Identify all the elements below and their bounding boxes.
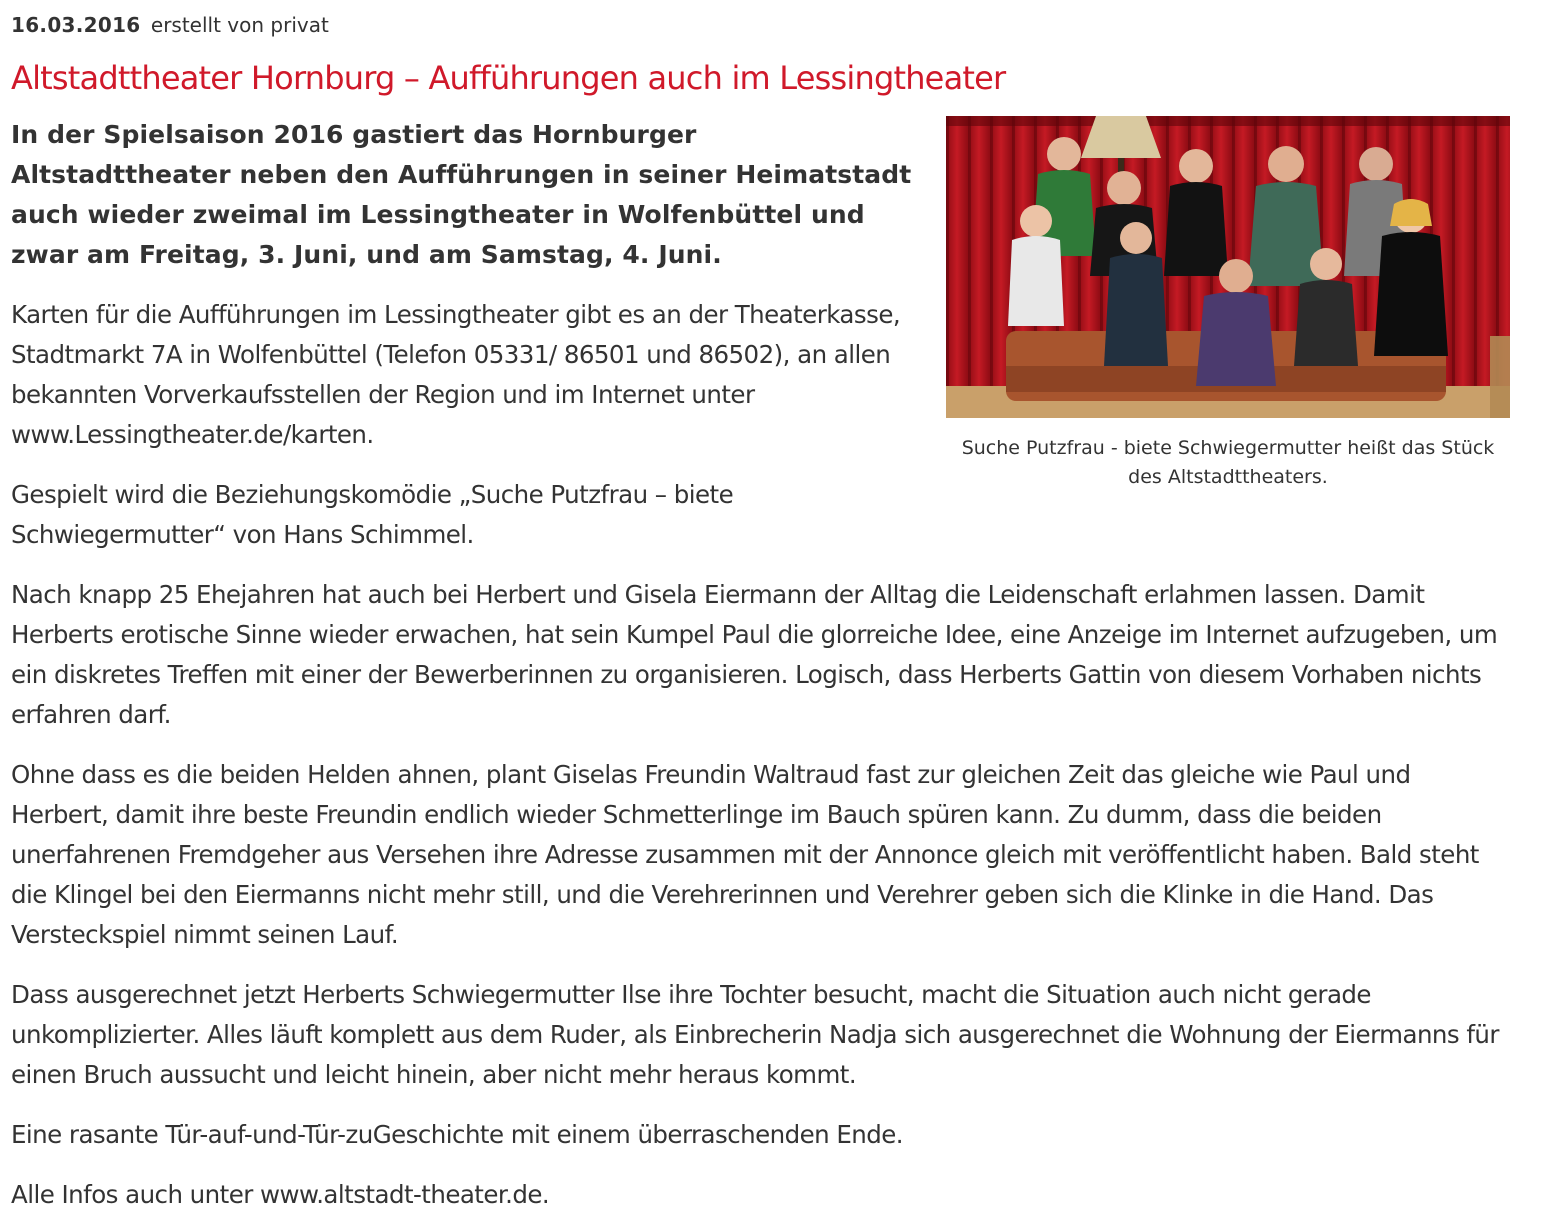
paragraph-tickets: Karten für die Aufführungen im Lessingtheater gibt es an der Theaterkasse, Stadtmarkt 7A in Wolfenbüttel (Telefon 05331/ 86501 und 86502), an allen bekannten Vorverkaufsstellen der Region und im Internet unter www.Lessingtheater.de/karten. bbox=[11, 300, 901, 449]
article-meta bbox=[11, 10, 329, 40]
paragraph-plot-2: Ohne dass es die beiden Helden ahnen, plant Giselas Freundin Waltraud fast zur gleichen Zeit das gleiche wie Paul und Herbert, damit ihre beste Freundin endlich wieder Schmetterlinge im Bauch spüren kann. Zu dumm, dass die beiden unerfahrenen Fremdgeher aus Versehen ihre Adresse zusammen mit der Annonce gleich mit veröffentlicht haben. Bald steht die Klingel bei den Eiermanns nicht mehr still, und die Verehrerinnen und Verehrer geben sich die Klinke in die Hand. Das Versteckspiel nimmt seinen Lauf. bbox=[11, 760, 1479, 949]
article-date: 16.03.2016 bbox=[11, 13, 141, 37]
paragraph-summary: Eine rasante Tür-auf-und-Tür-zuGeschichte mit einem überraschenden Ende. bbox=[11, 1120, 904, 1149]
theater-group-photo[interactable] bbox=[946, 116, 1510, 418]
article-author: erstellt von privat bbox=[150, 13, 329, 37]
paragraph-play: Gespielt wird die Beziehungskomödie „Suche Putzfrau – biete Schwiegermutter“ von Hans Schimmel. bbox=[11, 480, 734, 549]
article-figure bbox=[946, 116, 1510, 492]
paragraph-info-link: Alle Infos auch unter www.altstadt-theater.de. bbox=[11, 1180, 550, 1209]
paragraph-plot-3: Dass ausgerechnet jetzt Herberts Schwiegermutter Ilse ihre Tochter besucht, macht die Situation auch nicht gerade unkomplizierter. Alles läuft komplett aus dem Ruder, als Einbrecherin Nadja sich ausgerechnet die Wohnung der Eiermanns für einen Bruch aussucht und leicht hinein, aber nicht mehr heraus kommt. bbox=[11, 980, 1499, 1089]
article-lead: In der Spielsaison 2016 gastiert das Hornburger Altstadttheater neben den Aufführungen in seiner Heimatstadt auch wieder zweimal im Lessingtheater in Wolfenbüttel und zwar am Freitag, 3. Juni, und am Samstag, 4. Juni. bbox=[11, 120, 912, 269]
photo-caption: Suche Putzfrau - biete Schwiegermutter heißt das Stück des Altstadttheaters. bbox=[961, 437, 1495, 488]
paragraph-plot-1: Nach knapp 25 Ehejahren hat auch bei Herbert und Gisela Eiermann der Alltag die Leidenschaft erlahmen lassen. Damit Herberts erotische Sinne wieder erwachen, hat sein Kumpel Paul die glorreiche Idee, eine Anzeige im Internet aufzugeben, um ein diskretes Treffen mit einer der Bewerberinnen zu organisieren. Logisch, dass Herberts Gattin von diesem Vorhaben nichts erfahren darf. bbox=[11, 580, 1498, 729]
article-title: Altstadttheater Hornburg – Aufführungen auch im Lessingtheater bbox=[11, 59, 1006, 97]
